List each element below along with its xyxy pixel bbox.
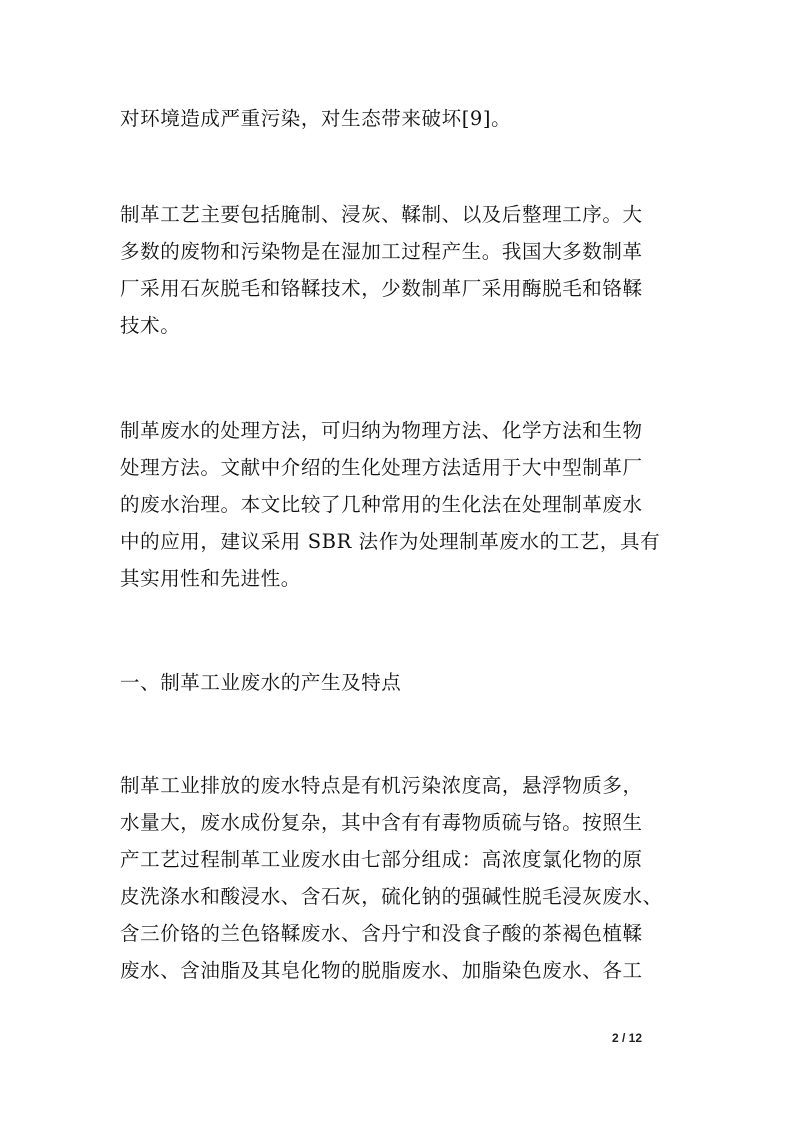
text-line: 水量大，废水成份复杂，其中含有有毒物质硫与铬。按照生	[120, 811, 643, 834]
text-line: 技术。	[120, 314, 181, 337]
text-line: 中的应用，建议采用 SBR 法作为处理制革废水的工艺，具有	[120, 530, 661, 553]
text-line: 其实用性和先进性。	[120, 567, 301, 590]
page-number: 2 / 12	[612, 1031, 643, 1045]
text-line: 皮洗涤水和酸浸水、含石灰，硫化钠的强碱性脱毛浸灰废水、	[120, 885, 663, 908]
text-line: 废水、含油脂及其皂化物的脱脂废水、加脂染色废水、各工	[120, 959, 643, 982]
section-heading: 一、制革工业废水的产生及特点	[120, 671, 402, 694]
text-line: 处理方法。文献中介绍的生化处理方法适用于大中型制革厂	[120, 456, 643, 479]
text-line: 厂采用石灰脱毛和铬鞣技术，少数制革厂采用酶脱毛和铬鞣	[120, 277, 643, 300]
text-line: 对环境造成严重污染，对生态带来破坏[9]。	[120, 107, 512, 130]
text-line: 制革废水的处理方法，可归纳为物理方法、化学方法和生物	[120, 419, 643, 442]
text-line: 含三价铬的兰色铬鞣废水、含丹宁和没食子酸的茶褐色植鞣	[120, 922, 643, 945]
text-line: 多数的废物和污染物是在湿加工过程产生。我国大多数制革	[120, 240, 643, 263]
text-line: 制革工业排放的废水特点是有机污染浓度高，悬浮物质多，	[120, 774, 643, 797]
text-line: 制革工艺主要包括腌制、浸灰、鞣制、以及后整理工序。大	[120, 203, 643, 226]
text-line: 的废水治理。本文比较了几种常用的生化法在处理制革废水	[120, 493, 643, 516]
text-line: 产工艺过程制革工业废水由七部分组成：高浓度氯化物的原	[120, 848, 643, 871]
